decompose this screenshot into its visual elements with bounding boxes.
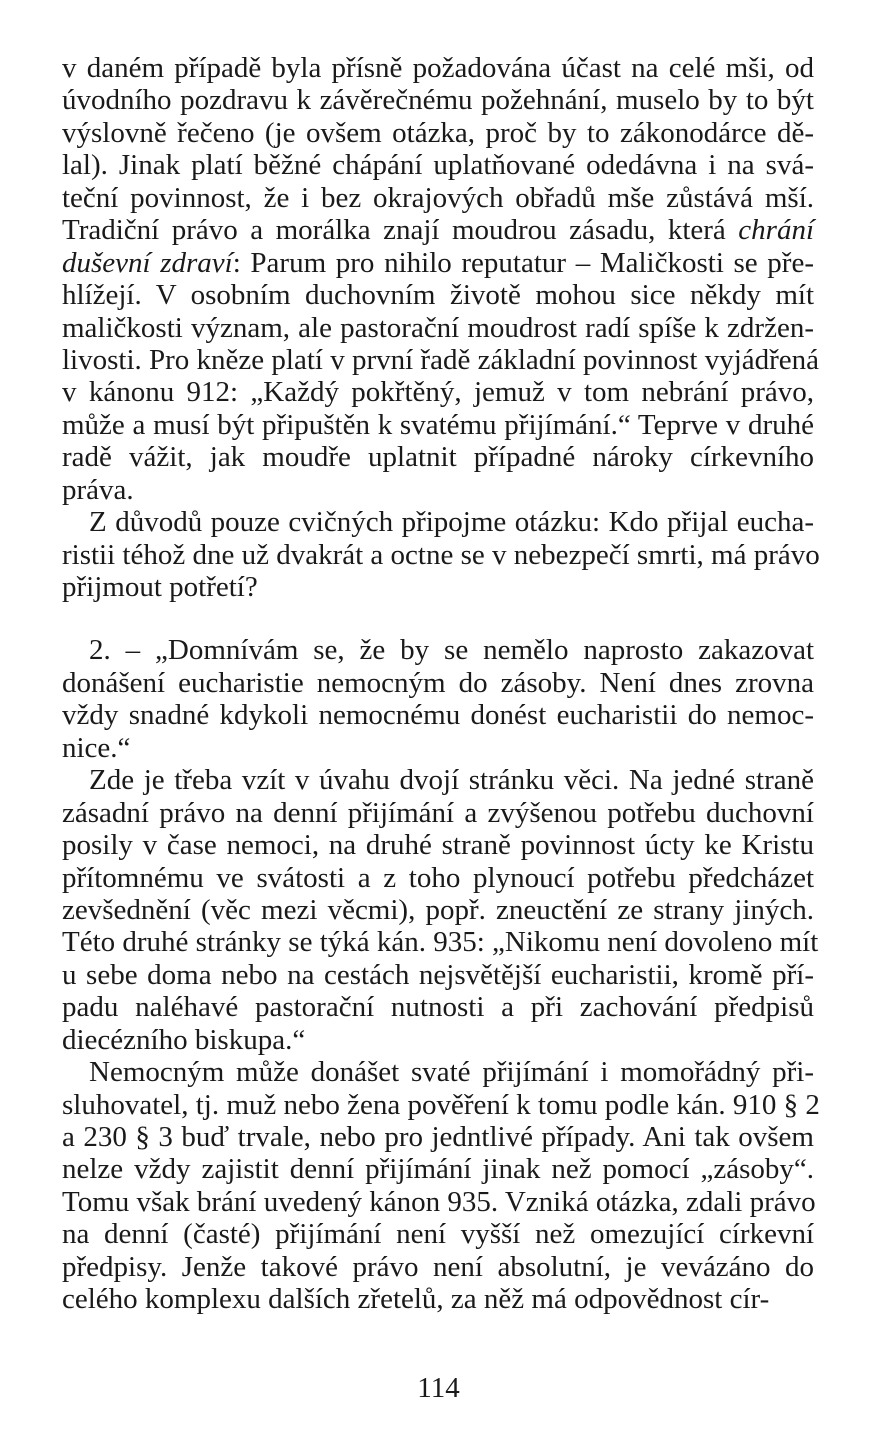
paragraph [62, 634, 814, 764]
italic-text: duševní zdraví [62, 246, 233, 279]
text-line [62, 84, 814, 116]
text-segment: donášení eucharistie nemocným do zásoby. Není dnes zrovna [62, 666, 814, 699]
text-segment: Tradiční právo a morálka znají moudrou zásadu, která [62, 214, 739, 247]
text-segment: v kánonu 912: „Každý pokřtěný, jemuž v tom nebrání právo, [62, 376, 814, 409]
text-line [62, 959, 814, 991]
text-segment: výslovně řečeno (je ovšem otázka, proč by to zákonodárce dě- [62, 116, 814, 149]
text-line [62, 1283, 814, 1315]
text-line [62, 732, 814, 764]
text-line [62, 862, 814, 894]
text-line [62, 149, 814, 181]
text-line [62, 247, 814, 279]
text-segment: přítomnému ve svátosti a z toho plynoucí potřebu předcházet [62, 861, 814, 894]
text-line [62, 441, 814, 473]
text-segment: posily v čase nemoci, na druhé straně povinnost úcty ke Kristu [62, 829, 814, 862]
text-line [62, 829, 814, 861]
text-segment: : Parum pro nihilo reputatur – Maličkosti se pře- [232, 246, 814, 279]
text-segment: Této druhé stránky se týká kán. 935: „Nikomu není dovoleno mít [62, 926, 819, 959]
text-line [62, 667, 814, 699]
text-line [62, 506, 814, 538]
text-line [62, 764, 814, 796]
text-line [62, 538, 820, 571]
text-segment: může a musí být připuštěn k svatému přijímání.“ Teprve v druhé [62, 408, 814, 441]
text-line [62, 926, 819, 959]
text-line [62, 182, 814, 214]
paragraph [62, 506, 820, 603]
text-line [62, 343, 820, 376]
text-segment: v daném případě byla přísně požadována účast na celé mši, od [62, 52, 814, 84]
text-segment: maličkosti význam, ale pastorační moudrost radí spíše k zdržen- [62, 311, 814, 344]
text-line [62, 699, 814, 731]
text-line [62, 409, 814, 441]
text-line [62, 1056, 814, 1088]
text-segment: zásadní právo na denní přijímání a zvýšenou potřebu duchovní [62, 796, 814, 829]
text-line [62, 376, 814, 408]
text-segment: livosti. Pro kněze platí v první řadě základní povinnost vyjádřená [62, 343, 820, 376]
text-line [62, 214, 814, 246]
text-segment: práva. [62, 473, 134, 506]
text-line [62, 312, 814, 344]
text-segment: Tomu však brání uvedený kánon 935. Vzniká otázka, zdali právo [62, 1185, 816, 1218]
page-number: 114 [417, 1372, 460, 1404]
text-segment: nelze vždy zajistit denní přijímání jinak než pomocí „zásoby“. [62, 1153, 814, 1186]
paragraph-gap [62, 603, 814, 634]
text-segment: nice.“ [62, 731, 131, 764]
text-segment: radě vážit, jak moudře uplatnit případné nároky církevního [62, 441, 814, 474]
text-line [62, 279, 814, 311]
text-segment: diecézního biskupa.“ [62, 1023, 306, 1056]
text-line [62, 1024, 814, 1056]
text-segment: Zde je třeba vzít v úvahu dvojí stránku věci. Na jedné straně [89, 764, 814, 797]
italic-text: chrání [738, 214, 814, 247]
text-line [62, 1251, 814, 1283]
text-segment: sluhovatel, tj. muž nebo žena pověření k tomu podle kán. 910 § 2 [62, 1088, 820, 1121]
text-segment: přijmout potřetí? [62, 571, 258, 603]
text-line [62, 117, 814, 149]
text-segment: Nemocným může donášet svaté přijímání i momořádný při- [89, 1056, 814, 1089]
paragraph [62, 764, 819, 1056]
text-segment: u sebe doma nebo na cestách nejsvětější eucharistii, kromě pří- [62, 958, 814, 991]
text-line [62, 634, 814, 666]
text-segment: 2. – „Domnívám se, že by se nemělo naprosto zakazovat [89, 634, 814, 667]
text-line [62, 1088, 820, 1121]
text-line [62, 894, 814, 926]
text-segment: padu naléhavé pastorační nutnosti a při zachování předpisů [62, 991, 814, 1024]
text-segment: celého komplexu dalších zřetelů, za něž má odpovědnost cír- [62, 1283, 770, 1316]
text-segment: zevšednění (věc mezi věcmi), popř. zneuctění ze strany jiných. [62, 893, 814, 926]
text-line [62, 571, 814, 603]
text-segment: ristii téhož dne už dvakrát a octne se v nebezpečí smrti, má právo [62, 538, 820, 571]
text-segment: a 230 § 3 buď trvale, nebo pro jedntlivé případy. Ani tak ovšem [62, 1121, 814, 1153]
paragraph [62, 1056, 820, 1316]
text-segment: úvodního pozdravu k závěrečnému požehnání, muselo by to být [62, 84, 814, 117]
text-segment: vždy snadné kdykoli nemocnému donést eucharistii do nemoc- [62, 699, 814, 732]
text-segment: na denní (časté) přijímání není vyšší než omezující církevní [62, 1218, 814, 1251]
text-line [62, 797, 814, 829]
text-segment: předpisy. Jenže takové právo není absolutní, je vevázáno do [62, 1250, 814, 1283]
text-line [62, 52, 814, 84]
text-segment: teční povinnost, že i bez okrajových obřadů mše zůstává mší. [62, 181, 814, 214]
text-segment: hlížejí. V osobním duchovním životě mohou sice někdy mít [62, 279, 814, 312]
text-line [62, 1153, 814, 1185]
text-segment: Z důvodů pouze cvičných připojme otázku: Kdo přijal eucha- [89, 506, 814, 539]
text-line [62, 991, 814, 1023]
text-line [62, 1121, 814, 1153]
paragraph [62, 52, 820, 506]
text-segment: lal). Jinak platí běžné chápání uplatňované odedávna i na svá- [62, 149, 814, 182]
text-line [62, 1218, 814, 1250]
text-line [62, 1186, 814, 1218]
text-line [62, 474, 814, 506]
book-page-text [62, 52, 820, 1316]
